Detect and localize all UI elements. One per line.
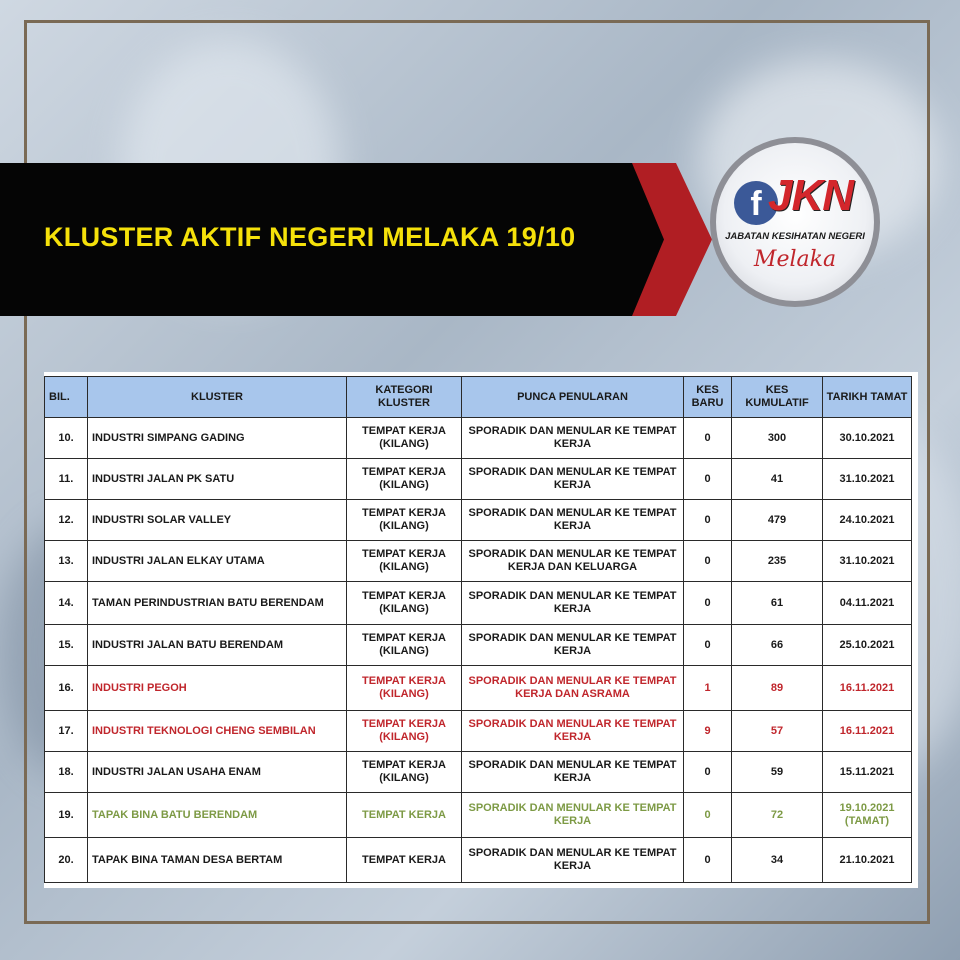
cell-kes-kumulatif: 479: [732, 500, 823, 541]
cell-kes-kumulatif: 72: [732, 793, 823, 838]
cell-kes-kumulatif: 61: [732, 582, 823, 625]
logo-state: Melaka: [753, 247, 837, 272]
table-row: [45, 752, 912, 793]
table-row: [45, 625, 912, 666]
cell-bil: 15.: [45, 625, 88, 666]
table-row: [45, 711, 912, 752]
cell-kes-kumulatif: 41: [732, 459, 823, 500]
cell-kluster: INDUSTRI JALAN ELKAY UTAMA: [88, 541, 347, 582]
table-row: [45, 666, 912, 711]
cell-kes-baru: 0: [684, 582, 732, 625]
col-header-kategori: KATEGORI KLUSTER: [347, 377, 462, 418]
cell-bil: 12.: [45, 500, 88, 541]
cell-bil: 14.: [45, 582, 88, 625]
logo-abbr: JKN: [768, 171, 854, 220]
table-body: [45, 418, 912, 883]
cell-tarikh-tamat: 25.10.2021: [823, 625, 912, 666]
table-header-row: [45, 377, 912, 418]
cell-kluster: TAPAK BINA BATU BERENDAM: [88, 793, 347, 838]
cell-kluster: INDUSTRI TEKNOLOGI CHENG SEMBILAN: [88, 711, 347, 752]
table-row: [45, 418, 912, 459]
cell-bil: 17.: [45, 711, 88, 752]
cell-punca: SPORADIK DAN MENULAR KE TEMPAT KERJA: [462, 500, 684, 541]
cell-kategori: TEMPAT KERJA (KILANG): [347, 752, 462, 793]
cell-tarikh-tamat: 16.11.2021: [823, 666, 912, 711]
cell-kategori: TEMPAT KERJA (KILANG): [347, 625, 462, 666]
cluster-table-card: [44, 372, 918, 888]
cell-kluster: INDUSTRI JALAN USAHA ENAM: [88, 752, 347, 793]
col-header-kes-kumulatif: KES KUMULATIF: [732, 377, 823, 418]
cell-punca: SPORADIK DAN MENULAR KE TEMPAT KERJA DAN ASRAMA: [462, 666, 684, 711]
cell-kluster: INDUSTRI SOLAR VALLEY: [88, 500, 347, 541]
col-header-tarikh-tamat: TARIKH TAMAT: [823, 377, 912, 418]
cell-kategori: TEMPAT KERJA: [347, 793, 462, 838]
cell-punca: SPORADIK DAN MENULAR KE TEMPAT KERJA: [462, 752, 684, 793]
logo-name: JABATAN KESIHATAN NEGERI: [725, 231, 865, 242]
col-header-punca: PUNCA PENULARAN: [462, 377, 684, 418]
cell-kes-baru: 0: [684, 838, 732, 883]
cell-punca: SPORADIK DAN MENULAR KE TEMPAT KERJA: [462, 418, 684, 459]
cell-kluster: INDUSTRI JALAN PK SATU: [88, 459, 347, 500]
cell-punca: SPORADIK DAN MENULAR KE TEMPAT KERJA: [462, 838, 684, 883]
table-row: [45, 582, 912, 625]
cluster-table: [44, 376, 912, 883]
table-row: [45, 500, 912, 541]
cell-tarikh-tamat: 31.10.2021: [823, 541, 912, 582]
cell-kes-baru: 0: [684, 500, 732, 541]
cell-kes-kumulatif: 57: [732, 711, 823, 752]
cell-bil: 10.: [45, 418, 88, 459]
cell-kes-baru: 0: [684, 418, 732, 459]
cell-kes-kumulatif: 300: [732, 418, 823, 459]
cell-kategori: TEMPAT KERJA (KILANG): [347, 541, 462, 582]
cell-kluster: INDUSTRI PEGOH: [88, 666, 347, 711]
cell-bil: 18.: [45, 752, 88, 793]
cell-tarikh-tamat: 19.10.2021 (TAMAT): [823, 793, 912, 838]
col-header-kluster: KLUSTER: [88, 377, 347, 418]
table-row: [45, 459, 912, 500]
cell-tarikh-tamat: 16.11.2021: [823, 711, 912, 752]
cell-kategori: TEMPAT KERJA (KILANG): [347, 459, 462, 500]
cell-kategori: TEMPAT KERJA: [347, 838, 462, 883]
cell-punca: SPORADIK DAN MENULAR KE TEMPAT KERJA: [462, 793, 684, 838]
col-header-bil: BIL.: [45, 377, 88, 418]
cell-kluster: INDUSTRI JALAN BATU BERENDAM: [88, 625, 347, 666]
cell-kategori: TEMPAT KERJA (KILANG): [347, 711, 462, 752]
cell-kes-baru: 0: [684, 752, 732, 793]
cell-kes-kumulatif: 89: [732, 666, 823, 711]
cell-kes-baru: 0: [684, 459, 732, 500]
cell-punca: SPORADIK DAN MENULAR KE TEMPAT KERJA: [462, 711, 684, 752]
cell-kes-kumulatif: 235: [732, 541, 823, 582]
jkn-logo: [710, 137, 880, 307]
cell-tarikh-tamat: 15.11.2021: [823, 752, 912, 793]
cell-punca: SPORADIK DAN MENULAR KE TEMPAT KERJA: [462, 459, 684, 500]
cell-bil: 20.: [45, 838, 88, 883]
cell-tarikh-tamat: 04.11.2021: [823, 582, 912, 625]
cell-punca: SPORADIK DAN MENULAR KE TEMPAT KERJA: [462, 582, 684, 625]
cell-kes-baru: 0: [684, 793, 732, 838]
cell-kes-kumulatif: 66: [732, 625, 823, 666]
table-row: [45, 541, 912, 582]
cell-bil: 11.: [45, 459, 88, 500]
cell-kluster: TAMAN PERINDUSTRIAN BATU BERENDAM: [88, 582, 347, 625]
cell-kes-baru: 0: [684, 541, 732, 582]
cell-tarikh-tamat: 30.10.2021: [823, 418, 912, 459]
cell-punca: SPORADIK DAN MENULAR KE TEMPAT KERJA DAN KELUARGA: [462, 541, 684, 582]
cell-kategori: TEMPAT KERJA (KILANG): [347, 666, 462, 711]
cell-tarikh-tamat: 21.10.2021: [823, 838, 912, 883]
cell-kluster: TAPAK BINA TAMAN DESA BERTAM: [88, 838, 347, 883]
cell-bil: 16.: [45, 666, 88, 711]
cell-kes-baru: 1: [684, 666, 732, 711]
cell-kategori: TEMPAT KERJA (KILANG): [347, 582, 462, 625]
cell-tarikh-tamat: 31.10.2021: [823, 459, 912, 500]
cell-bil: 19.: [45, 793, 88, 838]
facebook-icon: f: [734, 181, 778, 225]
cell-kes-baru: 0: [684, 625, 732, 666]
table-row: [45, 838, 912, 883]
cell-punca: SPORADIK DAN MENULAR KE TEMPAT KERJA: [462, 625, 684, 666]
col-header-kes-baru: KES BARU: [684, 377, 732, 418]
cell-kes-kumulatif: 59: [732, 752, 823, 793]
cell-kes-kumulatif: 34: [732, 838, 823, 883]
page-title: KLUSTER AKTIF NEGERI MELAKA 19/10: [44, 222, 576, 252]
cell-tarikh-tamat: 24.10.2021: [823, 500, 912, 541]
cell-kluster: INDUSTRI SIMPANG GADING: [88, 418, 347, 459]
cell-kategori: TEMPAT KERJA (KILANG): [347, 418, 462, 459]
cell-kes-baru: 9: [684, 711, 732, 752]
table-row: [45, 793, 912, 838]
cell-bil: 13.: [45, 541, 88, 582]
cell-kategori: TEMPAT KERJA (KILANG): [347, 500, 462, 541]
